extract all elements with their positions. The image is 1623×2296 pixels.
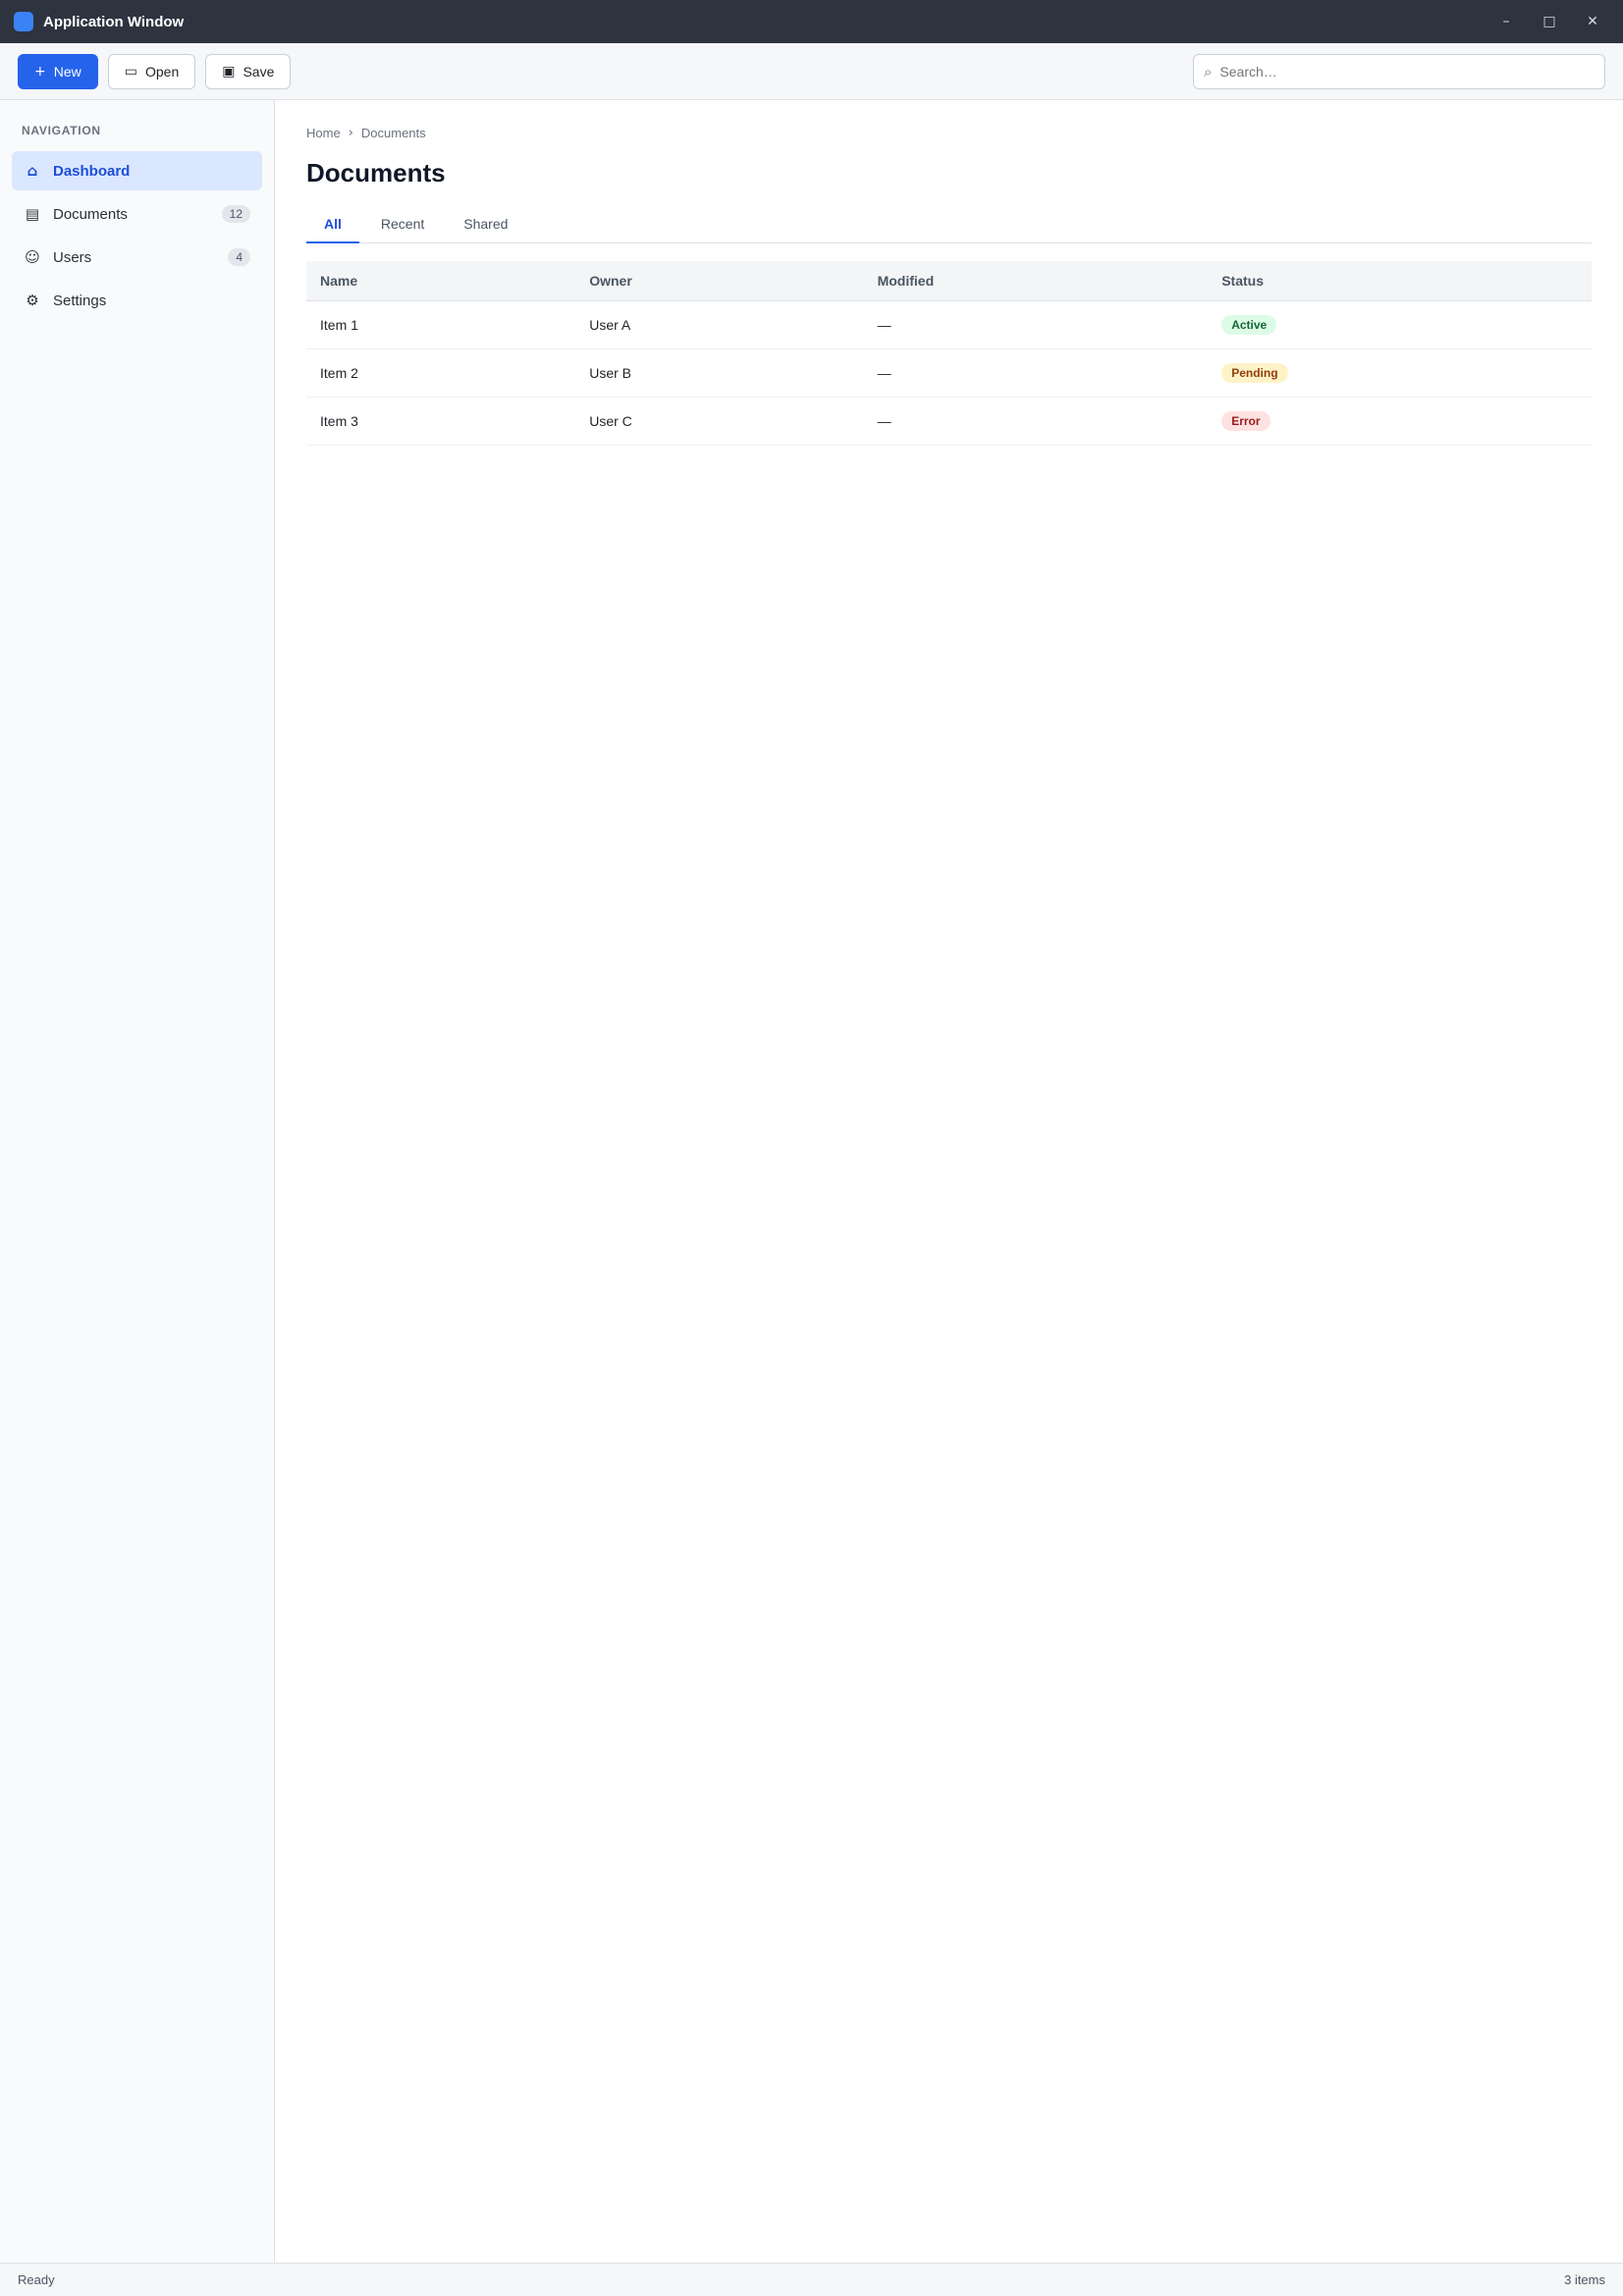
data-table bbox=[306, 261, 1592, 446]
item-count: 3 items bbox=[1564, 2272, 1605, 2287]
cell-status bbox=[1208, 398, 1592, 446]
sidebar-item-count: 4 bbox=[228, 248, 250, 266]
open-button[interactable] bbox=[108, 54, 195, 89]
status-bar bbox=[0, 2263, 1623, 2296]
cell-modified: — bbox=[864, 349, 1209, 398]
cell-modified: — bbox=[864, 301, 1209, 349]
cell-status bbox=[1208, 301, 1592, 349]
cell-owner: User C bbox=[575, 398, 863, 446]
breadcrumb-item[interactable]: Home bbox=[306, 126, 341, 140]
status-text: Ready bbox=[18, 2272, 55, 2287]
new-button[interactable] bbox=[18, 54, 98, 89]
cell-owner: User B bbox=[575, 349, 863, 398]
search-input[interactable] bbox=[1219, 64, 1595, 80]
table-row[interactable] bbox=[306, 349, 1592, 398]
file-icon: ▤ bbox=[25, 205, 40, 223]
sidebar-item-documents[interactable] bbox=[12, 194, 262, 234]
save-button[interactable] bbox=[205, 54, 291, 89]
cell-name: Item 3 bbox=[306, 398, 575, 446]
window-title: Application Window bbox=[43, 13, 185, 30]
status-badge: Pending bbox=[1221, 363, 1287, 383]
plus-icon: + bbox=[34, 63, 46, 80]
column-header[interactable]: Name bbox=[306, 261, 575, 301]
table-header-row bbox=[306, 261, 1592, 301]
tab-all[interactable]: All bbox=[306, 206, 359, 243]
cell-status bbox=[1208, 349, 1592, 398]
tab-bar bbox=[306, 206, 1592, 243]
tab-recent[interactable]: Recent bbox=[380, 216, 425, 232]
cell-name: Item 1 bbox=[306, 301, 575, 349]
title-bar bbox=[0, 0, 1623, 43]
breadcrumb-item: Documents bbox=[360, 126, 426, 140]
maximize-button[interactable]: □ bbox=[1542, 14, 1556, 29]
column-header[interactable]: Status bbox=[1208, 261, 1592, 301]
save-button-label: Save bbox=[243, 63, 275, 80]
sidebar-item-settings[interactable] bbox=[12, 281, 262, 320]
main-content bbox=[275, 100, 1623, 2263]
sidebar-item-count: 12 bbox=[222, 205, 250, 223]
column-header[interactable]: Modified bbox=[864, 261, 1209, 301]
toolbar bbox=[0, 43, 1623, 100]
status-badge: Active bbox=[1221, 315, 1276, 335]
cell-modified: — bbox=[864, 398, 1209, 446]
column-header[interactable]: Owner bbox=[575, 261, 863, 301]
sidebar-item-label: Settings bbox=[53, 292, 107, 309]
table-row[interactable] bbox=[306, 398, 1592, 446]
page-title: Documents bbox=[306, 158, 446, 187]
save-icon: ▣ bbox=[222, 63, 236, 80]
breadcrumb bbox=[306, 126, 1592, 140]
sidebar-item-label: Dashboard bbox=[53, 162, 131, 180]
search-box bbox=[1193, 54, 1605, 89]
cell-owner: User A bbox=[575, 301, 863, 349]
home-icon: ⌂ bbox=[27, 162, 38, 180]
gear-icon: ⚙ bbox=[26, 292, 39, 309]
tab-shared[interactable]: Shared bbox=[463, 216, 509, 232]
close-button[interactable]: ✕ bbox=[1587, 14, 1598, 29]
sidebar bbox=[0, 100, 275, 2263]
new-button-label: New bbox=[53, 63, 81, 80]
sidebar-item-label: Documents bbox=[53, 205, 128, 223]
status-badge: Error bbox=[1221, 411, 1270, 431]
sidebar-section-label: NAVIGATION bbox=[22, 124, 101, 137]
open-button-label: Open bbox=[144, 63, 180, 80]
minimize-button[interactable]: – bbox=[1502, 14, 1510, 29]
folder-icon: ▭ bbox=[124, 63, 137, 80]
sidebar-item-users[interactable] bbox=[12, 238, 262, 277]
search-icon: ⌕ bbox=[1204, 62, 1213, 80]
user-icon: ☺ bbox=[25, 248, 40, 266]
body bbox=[0, 100, 1623, 2263]
sidebar-item-dashboard[interactable] bbox=[12, 151, 262, 190]
table-row[interactable] bbox=[306, 301, 1592, 349]
chevron-right-icon: › bbox=[348, 126, 353, 140]
cell-name: Item 2 bbox=[306, 349, 575, 398]
app-icon bbox=[14, 12, 33, 31]
sidebar-item-label: Users bbox=[53, 248, 92, 266]
